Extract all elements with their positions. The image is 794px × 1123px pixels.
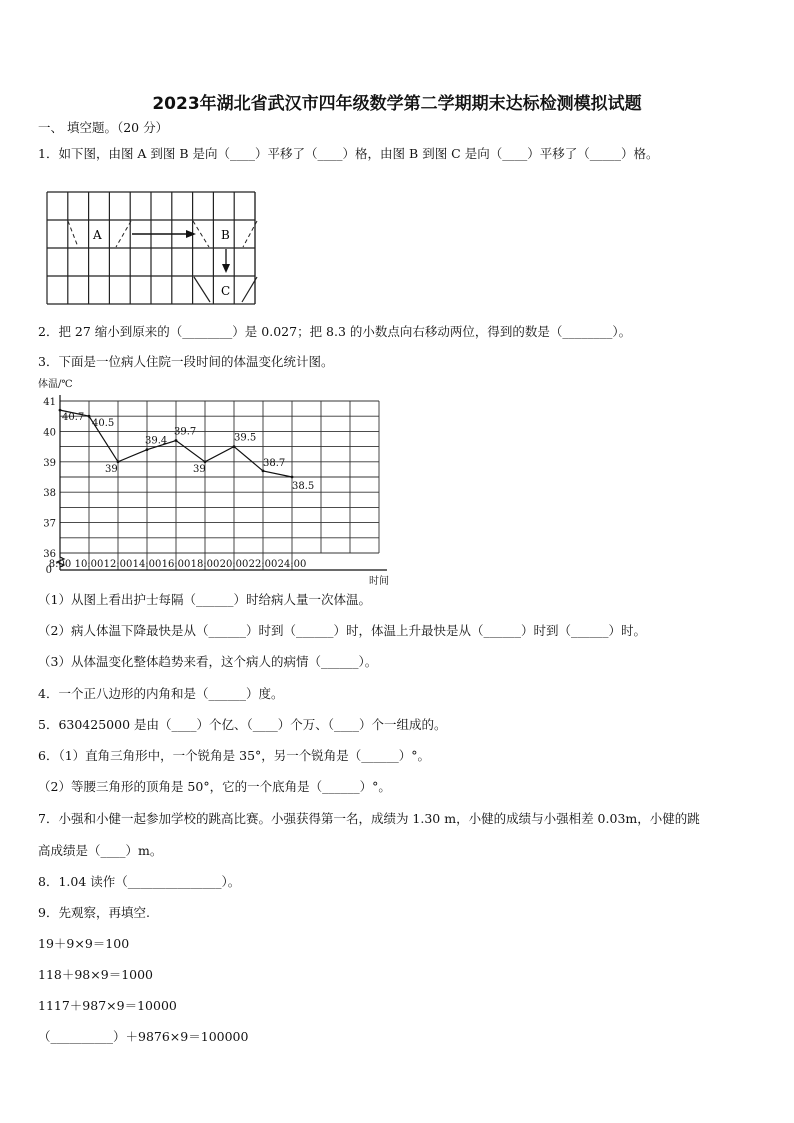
question-9-line-1: 19＋9×9＝100 <box>38 936 130 951</box>
x-tick-label: 10:00 <box>74 559 104 570</box>
x-tick-label: 24:00 <box>277 559 307 570</box>
question-2: 2．把 27 缩小到原来的（________）是 0.027；把 8.3 的小数点向右移动两位，得到的数是（________）。 <box>38 324 632 339</box>
y-tick-label: 41 <box>43 397 56 408</box>
data-point <box>262 470 265 473</box>
question-3-2: （2）病人体温下降最快是从（______）时到（______）时，体温上升最快是从（______）时到（______）时。 <box>38 623 646 638</box>
data-point <box>204 460 207 463</box>
x-tick-label: 22:00 <box>248 559 278 570</box>
data-point <box>59 409 62 412</box>
data-label: 40.5 <box>92 418 115 430</box>
data-label: 39.5 <box>234 432 257 444</box>
question-7-line-1: 7．小强和小健一起参加学校的跳高比赛。小强获得第一名，成绩为 1.30 m，小健的成绩与小强相差 0.03m，小健的跳 <box>38 811 700 826</box>
data-point <box>117 460 120 463</box>
question-9-line-4: （__________）＋9876×9＝100000 <box>38 1029 249 1044</box>
y-tick-label: 36 <box>43 549 56 560</box>
temperature-chart <box>34 373 404 588</box>
data-label: 38.5 <box>292 481 315 492</box>
data-label: 39 <box>105 463 118 475</box>
section-heading: 一、 填空题。（20 分） <box>38 120 169 135</box>
data-label: 39.4 <box>145 435 168 447</box>
question-9-line-2: 118＋98×9＝1000 <box>38 967 154 982</box>
y-tick-label: 37 <box>43 518 56 530</box>
translation-grid <box>46 191 280 305</box>
data-point <box>233 445 236 448</box>
data-point <box>175 439 178 442</box>
grid-label-c: C <box>221 284 231 298</box>
x-tick-label: 16:00 <box>161 559 191 570</box>
y-tick-label: 40 <box>43 427 56 439</box>
question-9-line-3: 1117＋987×9＝10000 <box>38 998 177 1013</box>
data-label: 39.7 <box>174 426 197 438</box>
y-zero-label: 0 <box>45 565 52 576</box>
y-tick-label: 39 <box>43 457 56 469</box>
data-label: 39 <box>193 463 206 475</box>
x-tick-label: 12:00 <box>103 559 133 570</box>
data-point <box>146 448 149 451</box>
question-3-1: （1）从图上看出护士每隔（______）时给病人量一次体温。 <box>38 592 371 607</box>
question-6-1: 6．（1）直角三角形中，一个锐角是 35°，另一个锐角是（______）°。 <box>38 748 431 763</box>
question-4: 4．一个正八边形的内角和是（______）度。 <box>38 686 284 701</box>
grid-label-a: A <box>93 228 102 242</box>
data-point <box>291 476 294 479</box>
x-tick-label: 18:00 <box>190 559 220 570</box>
x-tick-label: 14:00 <box>132 559 162 570</box>
question-1: 1．如下图，由图 A 到图 B 是向（____）平移了（____）格，由图 B 到图 C 是向（____）平移了（_____）格。 <box>38 146 659 161</box>
x-axis-title: 时间 <box>369 576 389 587</box>
y-axis-title: 体温/℃ <box>38 379 73 390</box>
data-label: 38.7 <box>263 457 286 469</box>
x-tick-label: 20:00 <box>219 559 249 570</box>
data-label: 40.7 <box>62 412 85 424</box>
question-7-line-2: 高成绩是（____）m。 <box>38 843 163 858</box>
x-tick-label: 8:00 <box>48 559 72 570</box>
y-tick-label: 38 <box>43 488 56 500</box>
question-3: 3．下面是一位病人住院一段时间的体温变化统计图。 <box>38 354 334 369</box>
grid-label-b: B <box>221 228 230 242</box>
question-6-2: （2）等腰三角形的顶角是 50°，它的一个底角是（______）°。 <box>38 779 391 794</box>
page-title: 2023年湖北省武汉市四年级数学第二学期期末达标检测模拟试题 <box>152 94 642 114</box>
question-3-3: （3）从体温变化整体趋势来看，这个病人的病情（______）。 <box>38 654 378 669</box>
question-8: 8．1.04 读作（_______________）。 <box>38 874 241 889</box>
question-5: 5．630425000 是由（____）个亿、（____）个万、（____）个一组成的。 <box>38 717 447 732</box>
data-point <box>88 415 91 418</box>
question-9: 9．先观察，再填空. <box>38 905 150 920</box>
